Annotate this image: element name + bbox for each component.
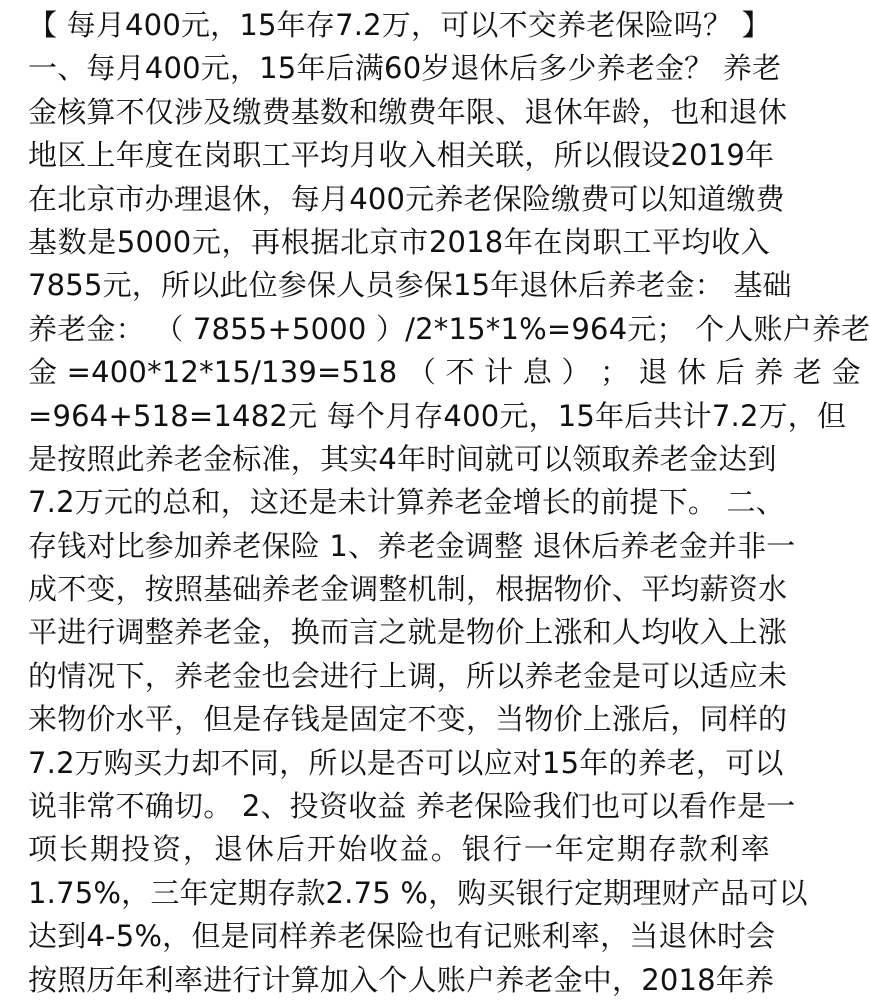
text-line: 7.2万购买力却不同，所以是否可以应对15年的养老，可以	[28, 745, 784, 780]
text-line: 达到4-5%，但是同样养老保险也有记账利率，当退休时会	[28, 919, 776, 954]
text-line: 是按照此养老金标准，其实4年时间就可以领取养老金达到	[28, 441, 777, 476]
text-line: =964+518=1482元 每个月存400元，15年后共计7.2万，但	[28, 398, 847, 433]
text-line: 项长期投资，退休后开始收益。银行一年定期存款利率	[28, 832, 770, 867]
text-line: 7855元，所以此位参保人员参保15年退休后养老金： 基础	[28, 268, 792, 303]
text-line: 的情况下，养老金也会进行上调，所以养老金是可以适应未	[28, 658, 788, 693]
text-line: 来物价水平，但是存钱是固定不变，当物价上涨后，同样的	[28, 702, 788, 737]
text-line: 在北京市办理退休，每月400元养老保险缴费可以知道缴费	[28, 181, 785, 216]
text-line: 成不变，按照基础养老金调整机制，根据物价、平均薪资水	[28, 572, 788, 607]
text-line: 地区上年度在岗职工平均月收入相关联，所以假设2019年	[28, 138, 775, 173]
text-line: 7.2万元的总和，这还是未计算养老金增长的前提下。 二、	[28, 485, 785, 520]
article-title: 【 每月400元，15年存7.2万，可以不交养老保险吗？ 】	[28, 8, 771, 42]
text-line: 存钱对比参加养老保险 1、养老金调整 退休后养老金并非一	[28, 528, 796, 563]
text-line: 基数是5000元，再根据北京市2018年在岗职工平均收入	[28, 224, 770, 259]
text-line: 说非常不确切。 2、投资收益 养老保险我们也可以看作是一	[28, 789, 796, 824]
text-line: 按照历年利率进行计算加入个人账户养老金中，2018年养	[28, 962, 775, 997]
text-line: 1.75%，三年定期存款2.75 %，购买银行定期理财产品可以	[28, 875, 808, 910]
text-line: 平进行调整养老金，换而言之就是物价上涨和人均收入上涨	[28, 615, 788, 650]
text-line: 一、每月400元，15年后满60岁退休后多少养老金？ 养老	[28, 51, 782, 86]
text-line: 金 =400*12*15/139=518 （ 不 计 息 ） ； 退 休 后 养 老 金	[28, 355, 861, 390]
text-line: 金核算不仅涉及缴费基数和缴费年限、退休年龄，也和退休	[28, 94, 788, 129]
text-line: 养老金： （ 7855+5000 ）/2*15*1%=964元； 个人账户养老	[28, 311, 870, 346]
